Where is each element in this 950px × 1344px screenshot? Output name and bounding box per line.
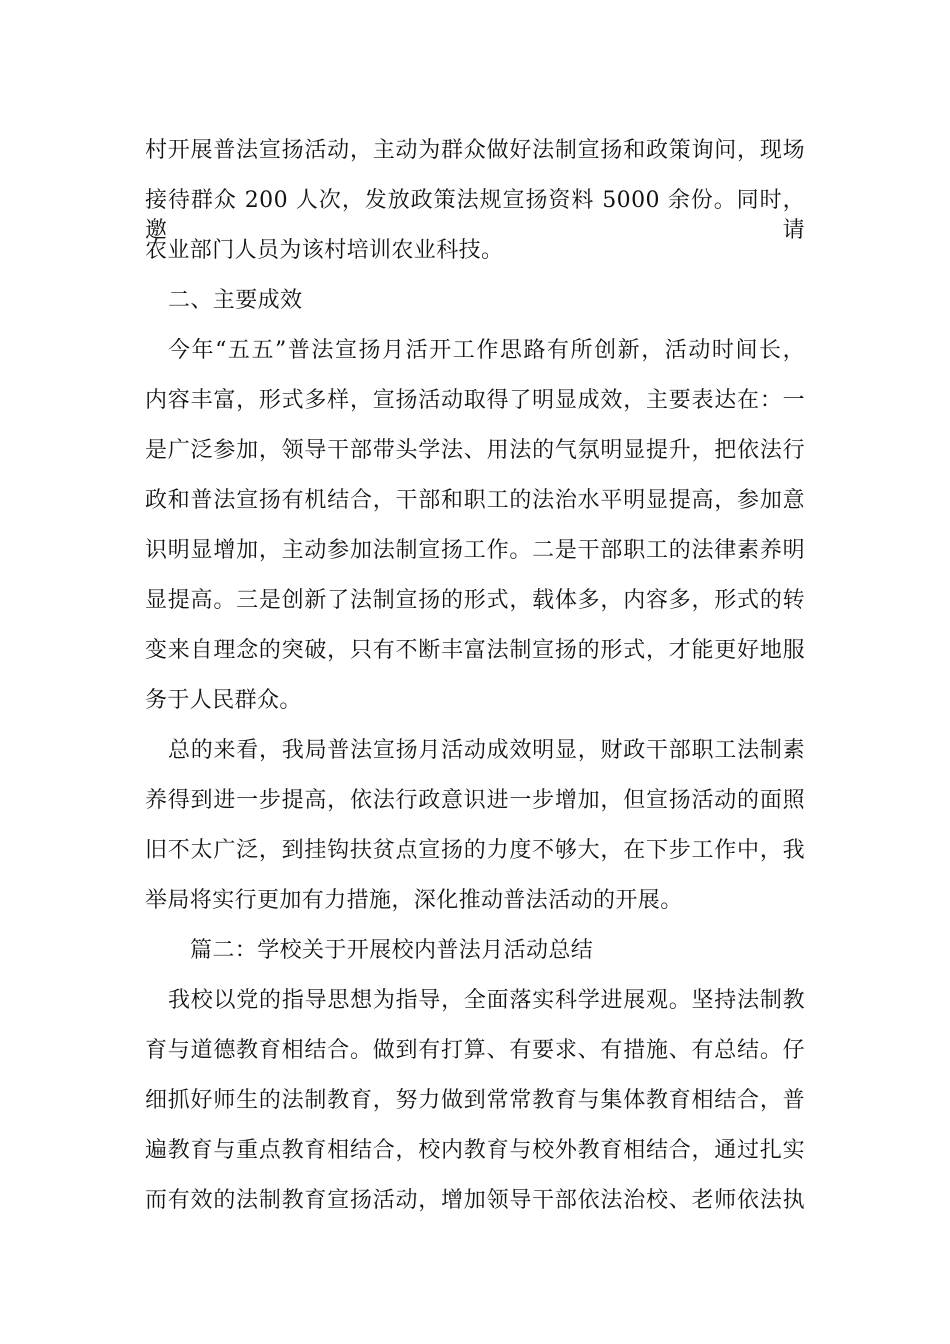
text-line: 而有效的法制教育宣扬活动，增加领导干部依法治校、老师依法执 bbox=[145, 1188, 805, 1213]
text-line: 政和普法宣扬有机结合，干部和职工的法治水平明显提高，参加意 bbox=[145, 488, 805, 513]
text-line: 是广泛参加，领导干部带头学法、用法的气氛明显提升，把依法行 bbox=[145, 438, 805, 463]
text-line: 遍教育与重点教育相结合，校内教育与校外教育相结合，通过扎实 bbox=[145, 1138, 805, 1163]
text-line: 养得到进一步提高，依法行政意识进一步增加，但宣扬活动的面照 bbox=[145, 788, 805, 813]
text-line: 务于人民群众。 bbox=[145, 688, 302, 713]
text-line: 变来自理念的突破，只有不断丰富法制宣扬的形式，才能更好地服 bbox=[145, 638, 805, 663]
text-line: 接待群众 200 人次，发放政策法规宣扬资料 5000 余份。同时，邀请 bbox=[145, 188, 805, 243]
text-line: 村开展普法宣扬活动，主动为群众做好法制宣扬和政策询问，现场 bbox=[145, 138, 805, 163]
section-heading: 二、主要成效 bbox=[168, 288, 303, 313]
text-line: 旧不太广泛，到挂钩扶贫点宣扬的力度不够大，在下步工作中，我 bbox=[145, 838, 805, 863]
text-line: 今年“五五”普法宣扬月活开工作思路有所创新，活动时间长， bbox=[168, 338, 805, 363]
text-line: 举局将实行更加有力措施，深化推动普法活动的开展。 bbox=[145, 888, 683, 913]
text-line: 农业部门人员为该村培训农业科技。 bbox=[145, 238, 504, 263]
text-line: 内容丰富，形式多样，宣扬活动取得了明显成效，主要表达在：一 bbox=[145, 388, 805, 413]
text-line: 总的来看，我局普法宣扬月活动成效明显，财政干部职工法制素 bbox=[168, 738, 805, 763]
text-line: 细抓好师生的法制教育，努力做到常常教育与集体教育相结合，普 bbox=[145, 1088, 805, 1113]
text-line: 识明显增加，主动参加法制宣扬工作。二是干部职工的法律素养明 bbox=[145, 538, 805, 563]
text-line: 我校以党的指导思想为指导，全面落实科学进展观。坚持法制教 bbox=[168, 988, 805, 1013]
text-line: 显提高。三是创新了法制宣扬的形式，载体多，内容多，形式的转 bbox=[145, 588, 805, 613]
section-heading: 篇二：学校关于开展校内普法月活动总结 bbox=[190, 938, 594, 963]
text-line: 育与道德教育相结合。做到有打算、有要求、有措施、有总结。仔 bbox=[145, 1038, 805, 1063]
